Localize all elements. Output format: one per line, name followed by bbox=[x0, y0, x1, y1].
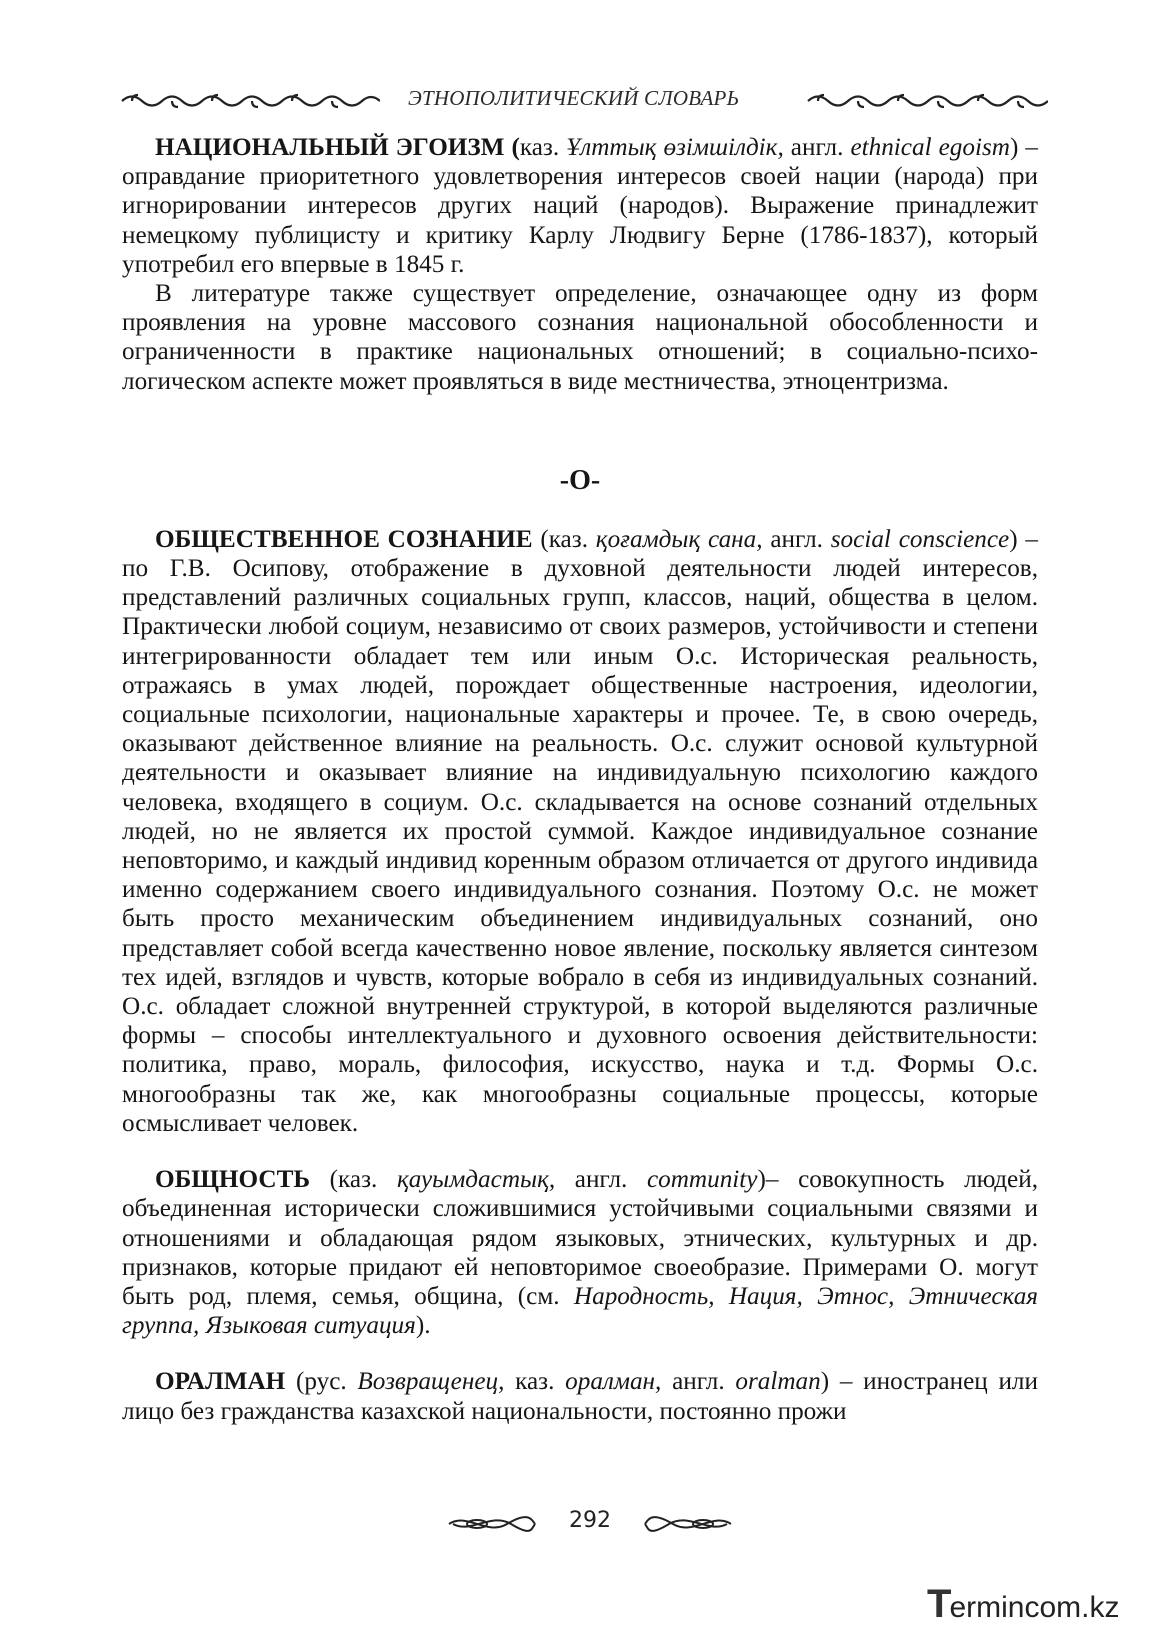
entry-definition: ) – иностранец или лицо без гражданства казахской национальности, постоянно прожи bbox=[122, 1368, 1038, 1425]
entry-term: ОРАЛМАН bbox=[155, 1368, 286, 1396]
flourish-right-icon bbox=[643, 1514, 733, 1534]
eng-label: англ. bbox=[555, 1166, 647, 1194]
entry-oralman bbox=[122, 1367, 1038, 1425]
kaz-term: қауымдастық, bbox=[396, 1166, 556, 1194]
kaz-label: (каз. bbox=[310, 1166, 397, 1194]
kaz-term: Ұлттық өзімшілдік, bbox=[566, 134, 784, 161]
running-header bbox=[118, 86, 1036, 116]
entry-term: ОБЩЕСТВЕННОЕ СОЗНАНИЕ bbox=[155, 525, 533, 553]
eng-label: англ. bbox=[762, 525, 831, 553]
eng-term: ethnical egoism bbox=[850, 134, 1010, 161]
header-title: ЭТНОПОЛИТИЧЕСКИЙ СЛОВАРЬ bbox=[408, 86, 740, 110]
entry-definition: ) – по Г.В. Осипову, отображение в духовной деятельности людей интересов, представлений различных социальных групп, классов, наций, общества в целом. Практически любой социум, независимо от своих размеров, устойчивости и степени интегрированности обладает тем или иным О.с. Историческая реальность, отражаясь в умах людей, порождает общественные настроения, идеологии, социальные психологии, национальные характеры и прочее. Те, в свою очередь, оказывают действенное влияние на реальность. О.с. служит основой культурной деятельности и оказывает влияние на индивидуальную психологию каждого человека, входящего в социум. О.с. складывается на основе сознаний отдельных людей, но не является их простой суммой. Каждое индивидуальное сознание неповторимо, и каждый индивид коренным образом отличается от другого индивида именно содержанием своего индивидуального сознания. Поэтому О.с. не может быть просто механическим объединением индивидуальных сознаний, оно представляет собой всегда качественно новое явление, поскольку является синтезом тех идей, взглядов и чувств, которые вобрало в себя из индивидуальных сознаний. О.с. обладает сложной внутренней структурой, в которой выделяются различные формы – способы интеллектуального и духовного освоения действительности: политика, право, мораль, философия, искусство, наука и т.д. Формы О.с. многообразны так же, как многообразны социальные процессы, которые осмысливает человек. bbox=[122, 525, 1038, 1137]
section-letter-heading: -О- bbox=[559, 464, 601, 496]
entry-definition: )– совокупность людей, объединенная исторически сложившимися устойчивыми социальными связями и отношениями и обладающая рядом языковых, этнических, культурных и др. признаков, которые придают ей неповторимое своеобразие. Примерами О. могут быть род, племя, семья, община, (см. bbox=[122, 1166, 1038, 1310]
rus-term: Возвращенец, bbox=[357, 1368, 505, 1396]
entry-community bbox=[122, 1165, 1038, 1340]
entry-closing: ). bbox=[415, 1312, 431, 1340]
entry-definition: ) – оправдание приоритетного удовлетворения интересов своей нации (народа) при игнорировании интересов других наций (народов). Выражение принадлежит немецкому публицисту и критику Карлу Людвигу Берне (1786-1837), который употребил его впервые в 1845 г. bbox=[122, 134, 1038, 278]
kaz-label: каз. bbox=[504, 1368, 566, 1396]
kaz-term: оралман, bbox=[565, 1368, 662, 1396]
page-body bbox=[122, 133, 1038, 1426]
rus-label: (рус. bbox=[285, 1368, 358, 1396]
entry-term: ОБЩНОСТЬ bbox=[155, 1166, 311, 1194]
site-watermark bbox=[927, 1582, 1119, 1626]
kaz-term: қоғамдық сана, bbox=[595, 525, 763, 553]
eng-term: oralman bbox=[735, 1368, 821, 1396]
flourish-left-icon bbox=[447, 1514, 537, 1534]
ornament-right-icon bbox=[806, 90, 1048, 112]
eng-term: social conscience bbox=[830, 525, 1010, 553]
ornament-left-icon bbox=[118, 90, 380, 112]
entry-term: НАЦИОНАЛЬНЫЙ ЭГОИЗМ ( bbox=[155, 134, 520, 161]
entry-social-consciousness bbox=[122, 525, 1038, 1138]
eng-term: community bbox=[646, 1166, 758, 1194]
watermark-initial: T bbox=[927, 1582, 950, 1626]
see-also-terms: Народность, Нация, Этнос, Этническая группа, Языковая ситуация bbox=[122, 1282, 1039, 1340]
eng-label: англ. bbox=[661, 1368, 736, 1396]
page-number: 292 bbox=[569, 1508, 611, 1533]
watermark-text: ermincom.kz bbox=[949, 1591, 1120, 1624]
page-footer bbox=[447, 1508, 733, 1538]
kaz-label: каз. bbox=[519, 134, 567, 161]
entry-national-egoism bbox=[122, 133, 1038, 279]
eng-label: англ. bbox=[783, 134, 851, 161]
kaz-label: (каз. bbox=[532, 525, 596, 553]
entry-national-egoism-para2: В литературе также существует определение, означающее одну из форм проявления на уровне массового сознания национальной обособленности и ограниченности в практике национальных отношений; в социально-психологическом аспекте может проявляться в виде местничества, этноцентризма. bbox=[122, 280, 1038, 395]
